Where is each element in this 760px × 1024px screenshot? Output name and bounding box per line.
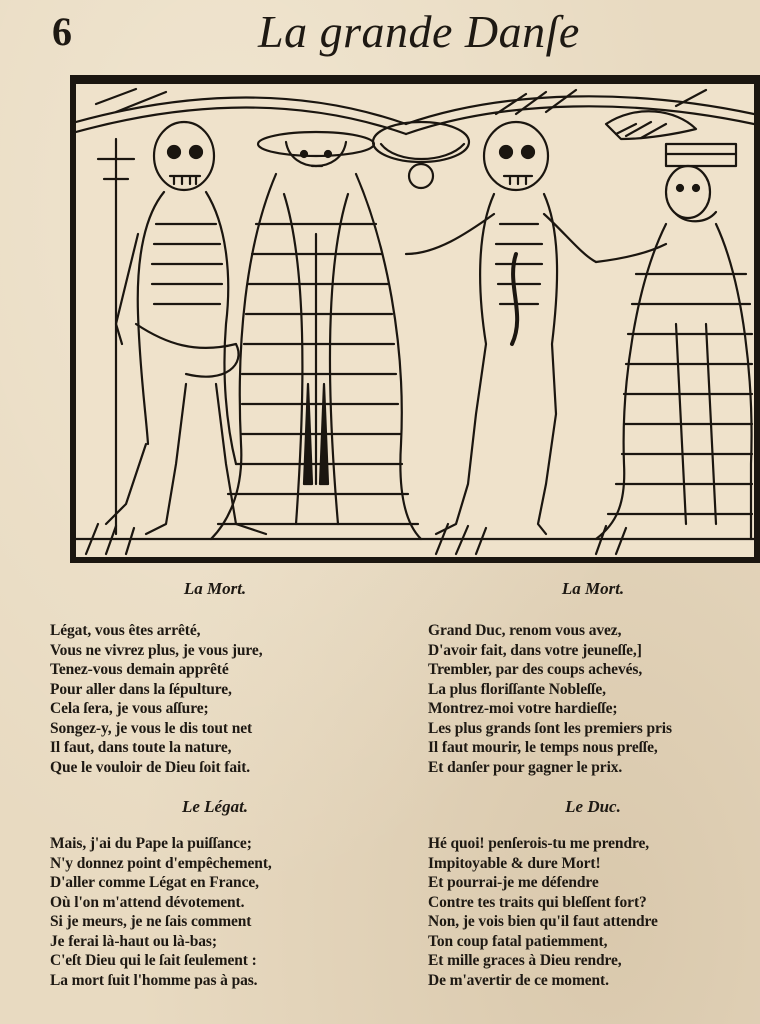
verse-line: De m'avertir de ce moment.: [428, 971, 609, 989]
stanza: [428, 834, 758, 990]
stanza: [50, 834, 380, 990]
verse-line: Que le vouloir de Dieu ſoit fait.: [50, 758, 251, 776]
verse-line: Non, je vois bien qu'il faut attendre: [428, 913, 658, 930]
verse-line: Trembler, par des coups achevés,: [428, 661, 643, 678]
verse-line: Et pourrai-je me défendre: [428, 874, 599, 891]
speaker-heading: Le Duc.: [565, 797, 621, 816]
verse-line: Mais, j'ai du Pape la puiſſance;: [50, 835, 252, 852]
verse-line: Et danſer pour gagner le prix.: [428, 758, 623, 776]
verse-line: Si je meurs, je ne ſais comment: [50, 913, 252, 930]
verse-line: La plus floriſſante Nobleſſe,: [428, 680, 606, 698]
page-number: 6: [52, 9, 72, 54]
verse-line: Et mille graces à Dieu rendre,: [428, 952, 622, 969]
left-column: [50, 578, 380, 990]
verse-line: N'y donnez point d'empêchement,: [50, 854, 272, 872]
verse-line: Grand Duc, renom vous avez,: [428, 622, 622, 639]
verse-line: Impitoyable & dure Mort!: [428, 854, 601, 872]
verse-line: Tenez-vous demain apprêté: [50, 661, 229, 678]
verse-line: D'avoir fait, dans votre jeuneſſe,]: [428, 641, 642, 659]
verse-line: La mort ſuit l'homme pas à pas.: [50, 971, 258, 989]
speaker-heading: La Mort.: [561, 579, 625, 598]
stanza: [50, 621, 380, 777]
verse-line: Montrez-moi votre hardieſſe;: [428, 700, 618, 717]
verse-line: Songez-y, je vous le dis tout net: [50, 719, 253, 737]
verse-line: Ton coup fatal patiemment,: [428, 932, 608, 950]
verse-line: Vous ne vivrez plus, je vous jure,: [50, 641, 263, 659]
speaker-heading: Le Légat.: [181, 797, 249, 816]
verse-line: C'eſt Dieu qui le ſait ſeulement :: [50, 952, 257, 969]
verse-line: Je ferai là-haut ou là-bas;: [50, 932, 217, 950]
verse-line: Contre tes traits qui bleſſent fort?: [428, 893, 647, 911]
verse-line: Les plus grands ſont les premiers pris: [428, 719, 672, 737]
verse-line: Pour aller dans la ſépulture,: [50, 680, 232, 698]
right-column: [428, 578, 758, 990]
danse-macabre-woodcut-icon: [70, 75, 760, 563]
verse-line: Hé quoi! penſerois-tu me prendre,: [428, 835, 650, 852]
verse-line: Où l'on m'attend dévotement.: [50, 893, 245, 911]
verse-line: Il faut, dans toute la nature,: [50, 739, 232, 756]
running-title: La grande Danſe: [258, 6, 580, 57]
verse-line: Il faut mourir, le temps nous preſſe,: [428, 739, 658, 756]
verse-line: D'aller comme Légat en France,: [50, 874, 259, 891]
speaker-heading: La Mort.: [183, 579, 247, 598]
verse-line: Légat, vous êtes arrêté,: [50, 622, 201, 639]
verse-line: Cela ſera, je vous aſſure;: [50, 700, 209, 717]
stanza: [428, 621, 758, 777]
